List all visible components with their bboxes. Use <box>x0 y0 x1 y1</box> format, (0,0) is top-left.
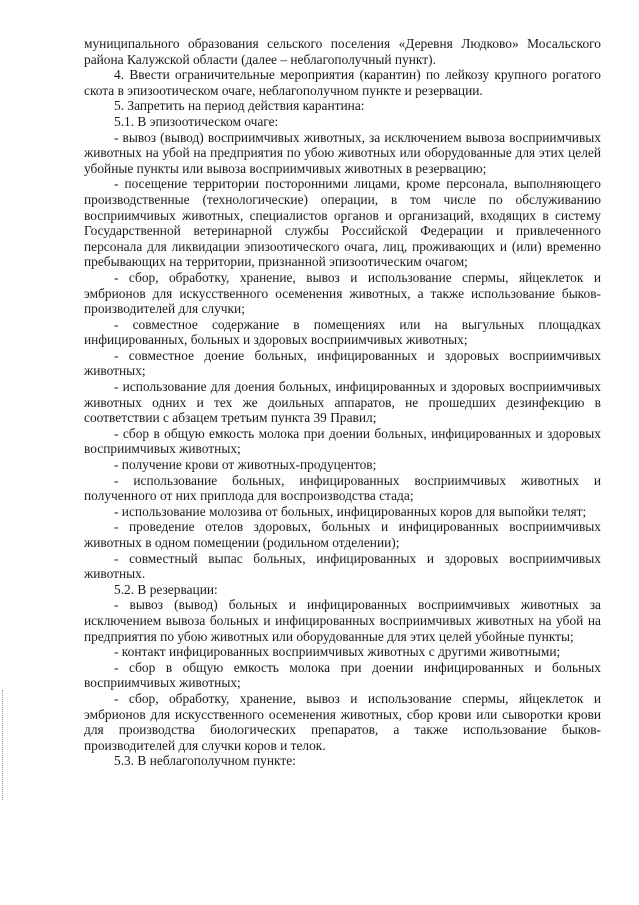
list-item: - использование больных, инфицированных восприимчивых животных и полученного от них приплода для воспроизводства стада; <box>84 472 601 504</box>
paragraph-item-5: 5. Запретить на период действия карантина: <box>114 98 365 114</box>
list-item: - совместное доение больных, инфицированных и здоровых восприимчивых животных; <box>84 347 601 379</box>
list-item: - проведение отелов здоровых, больных и инфицированных восприимчивых животных в одном помещении (родильном отделении); <box>84 519 601 550</box>
list-item: - использование молозива от больных, инфицированных коров для выпойки телят; <box>114 503 587 519</box>
list-item: - совместный выпас больных, инфицированных и здоровых восприимчивых животных. <box>84 550 601 582</box>
section-heading-5-3: 5.3. В неблагополучном пункте: <box>114 753 296 769</box>
list-item: - сбор, обработку, хранение, вывоз и использование спермы, яйцеклеток и эмбрионов для искусственного осеменения животных, сбор крови или сыворотки крови для производства биологических препаратов, а также использование быков-производителей для случки коров и телок. <box>84 690 601 753</box>
scan-edge-marks <box>2 690 7 800</box>
section-heading-5-2: 5.2. В резервации: <box>114 581 218 597</box>
section-heading-5-1: 5.1. В эпизоотическом очаге: <box>114 113 279 129</box>
list-item: - вывоз (вывод) больных и инфицированных восприимчивых животных за исключением вывоза больных и инфицированных восприимчивых животных на убой на предприятия по убою животных или оборудованные для этих целей убойные пункты; <box>84 597 601 644</box>
paragraph-continuation: муниципального образования сельского поселения «Деревня Людково» Мосальского района Калужской области (далее – неблагополучный пункт). <box>84 36 601 67</box>
list-item: - сбор в общую емкость молока при доении больных, инфицированных и здоровых восприимчивых животных; <box>84 425 601 457</box>
paragraph-item-4: 4. Ввести ограничительные мероприятия (карантин) по лейкозу крупного рогатого скота в эпизоотическом очаге, неблагополучном пункте и резервации. <box>84 67 601 98</box>
list-item: - вывоз (вывод) восприимчивых животных, за исключением вывоза восприимчивых животных на убой на предприятия по убою животных или оборудованные для этих целей убойные пункты или вывоза восприимчивых животных в резервацию; <box>84 129 601 176</box>
list-item: - получение крови от животных-продуцентов; <box>114 457 377 473</box>
list-item: - сбор в общую емкость молока при доении инфицированных и больных восприимчивых животных; <box>84 659 601 691</box>
list-item: - совместное содержание в помещениях или на выгульных площадках инфицированных, больных и здоровых восприимчивых животных; <box>84 316 601 348</box>
list-item: - использование для доения больных, инфицированных и здоровых восприимчивых животных одних и тех же доильных аппаратов, не прошедших дезинфекцию в соответствии с абзацем третьим пункта 39 Правил; <box>84 379 601 426</box>
list-item: - контакт инфицированных восприимчивых животных с другими животными; <box>114 644 561 660</box>
list-item: - сбор, обработку, хранение, вывоз и использование спермы, яйцеклеток и эмбрионов для искусственного осеменения животных, а также использование быков-производителей для случки; <box>84 269 601 317</box>
list-item: - посещение территории посторонними лицами, кроме персонала, выполняющего производственные (технологические) операции, в том числе по обслуживанию восприимчивых животных, специалистов органов и организаций, входящих в систему Государственной ветеринарной службы Российской Федерации и привлеченного персонала для ликвидации эпизоотического очага, лиц, проживающих и (или) временно пребывающих на территории, признанной эпизоотическим очагом; <box>84 176 601 270</box>
